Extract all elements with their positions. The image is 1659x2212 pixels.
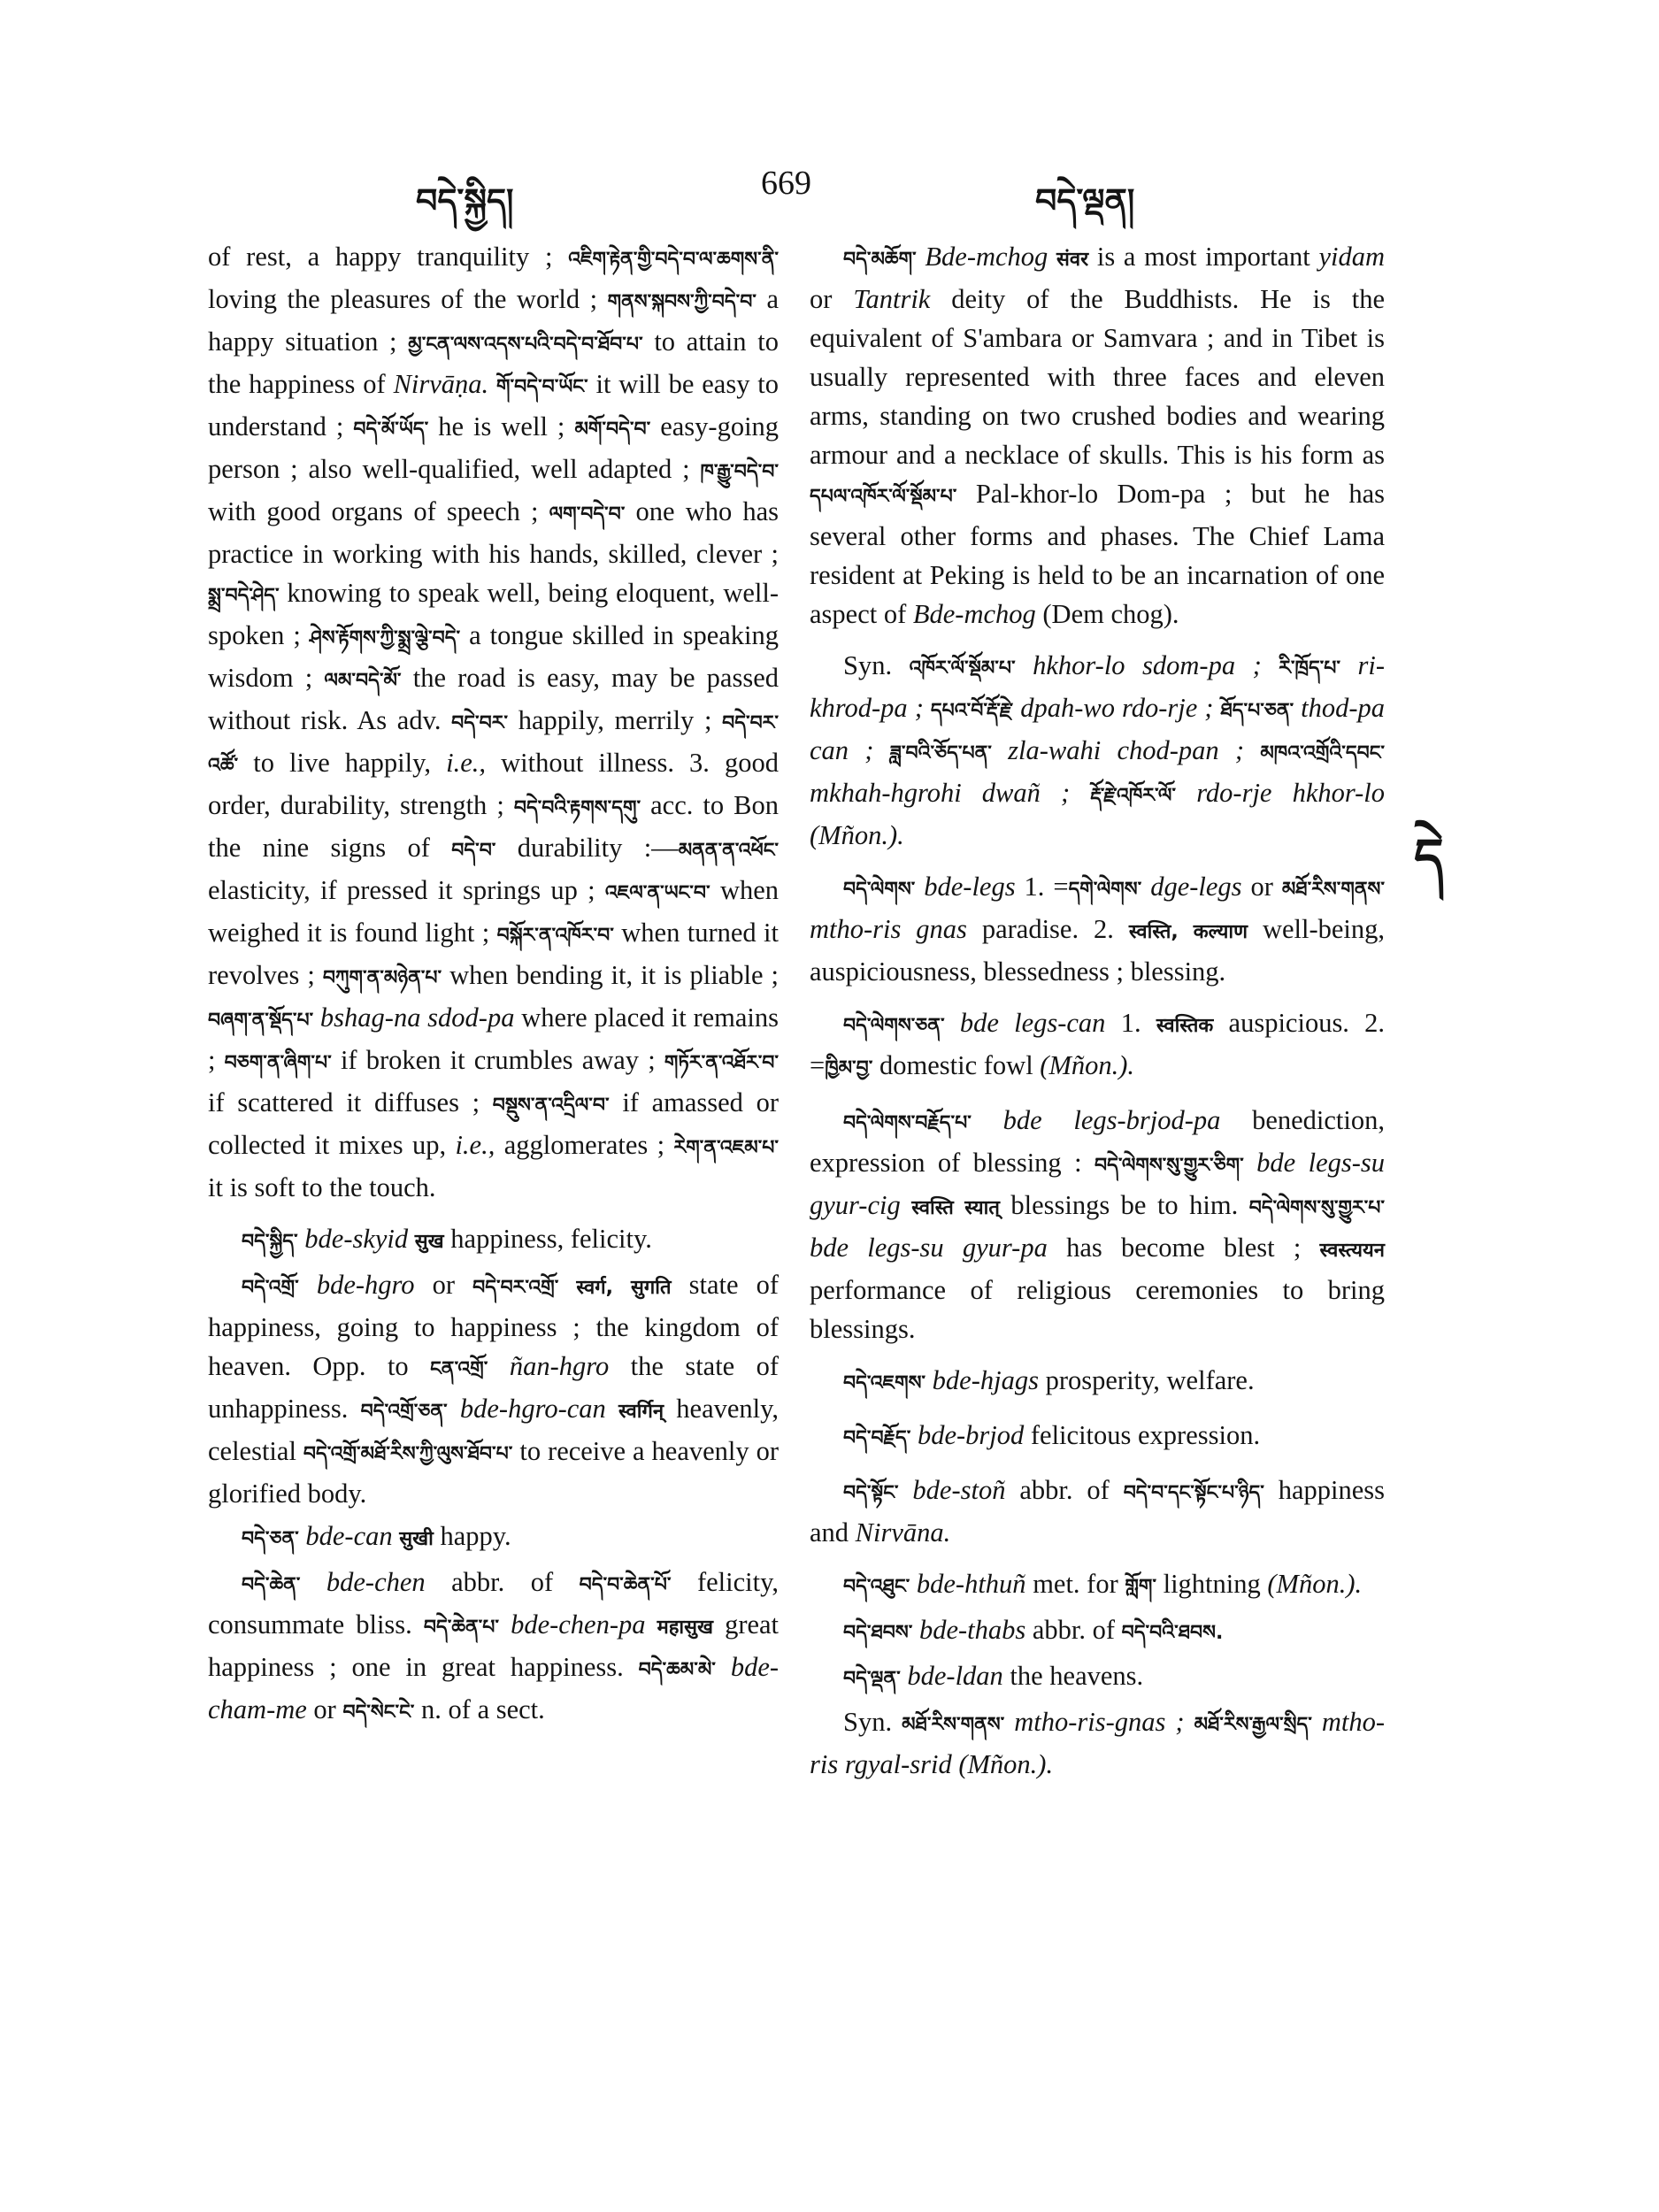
header-right-guide-word: བདེ་ལྡན། xyxy=(1035,180,1135,220)
entry-bde-skyid: བདེ་སྐྱིད་ bde-skyid सुख happiness, felicity. xyxy=(242,1224,652,1254)
entry-bde-ston: བདེ་སྟོང་ bde-stoñ abbr. of བདེ་བ་དང་སྟོང་པ་ཉིད་ happiness and Nirvāna. xyxy=(810,1475,1386,1548)
left-column xyxy=(208,237,779,1736)
entry-bde-legs-can: བདེ་ལེགས་ཅན་ bde legs-can 1. स्वस्तिक auspicious. 2. =ཁྱིམ་བྱ་ domestic fowl (Mñon.). xyxy=(810,1008,1386,1080)
entry-bde-brjod: བདེ་བརྗོད་ bde-brjod felicitous expression. xyxy=(843,1420,1261,1450)
entry-bde-hgro: བདེ་འགྲོ་ bde-hgro or བདེ་བར་འགྲོ་ स्वर्ग, सुगति state of happiness, going to happiness ; the kingdom of heaven. Opp. to ངན་འགྲོ་ ñan-hgro the state of unhappiness. བདེ་འགྲོ་ཅན་ bde-hgro-can स्वर्गिन् heavenly, celestial བདེ་འགྲོ་མཐོ་རིས་ཀྱི་ལུས་ཐོབ་པ་ to receive a heavenly or glorified body. xyxy=(208,1270,780,1509)
entry-bde-ldan-synonyms: Syn. མཐོ་རིས་གནས་ mtho-ris-gnas ; མཐོ་རིས་རྒྱལ་སྲིད་ mtho-ris rgyal-srid (Mñon.). xyxy=(810,1707,1386,1779)
entry-bde-continued: of rest, a happy tranquility ; འཇིག་རྟེན་གྱི་བདེ་བ་ལ་ཆགས་ནི་ loving the pleasures of the world ; གནས་སྐབས་ཀྱི་བདེ་བ་ a happy situation ; མྱ་ངན་ལས་འདས་པའི་བདེ་བ་ཐོབ་པ་ to attain to the happiness of Nirvāṇa. གོ་བདེ་བ་ཡོང་ it will be easy to understand ; བདེ་མོ་ཡོད་ he is well ; མགོ་བདེ་བ་ easy-going person ; also well-qualified, well adapted ; ཁ་རྒྱུ་བདེ་བ་ with good organs of speech ; ལག་བདེ་བ་ one who has practice in working with his hands, skilled, clever ; སྨྲ་བདེ་ཤེད་ knowing to speak well, being eloquent, well-spoken ; ཤེས་རྟོགས་ཀྱི་སྨྲ་ལྕེ་བདེ་ a tongue skilled in speaking wisdom ; ལམ་བདེ་མོ་ the road is easy, may be passed without risk. As adv. བདེ་བར་ happily, merrily ; བདེ་བར་འཚོ་ to live happily, i.e., without illness. 3. good order, durability, strength ; བདེ་བའི་རྟགས་དགུ་ acc. to Bon the nine signs of བདེ་བ་ durability :—མནན་ན་འཕོང་ elasticity, if pressed it springs up ; འཇལ་ན་ཡང་བ་ when weighed it is found light ; བསྐོར་ན་འཁོར་བ་ when turned it revolves ; བཀུག་ན་མཉེན་པ་ when bending it, it is pliable ; བཞག་ན་སྡོད་པ་ bshag-na sdod-pa where placed it remains ; བཅག་ན་ཞིག་པ་ if broken it crumbles away ; གཏོར་ན་འཐོར་བ་ if scattered it diffuses ; བསྡུས་ན་འདྲིལ་བ་ if amassed or collected it mixes up, i.e., agglomerates ; རེག་ན་འཇམ་པ་ it is soft to the touch. xyxy=(208,242,780,1202)
entry-bde-mchog-synonyms: Syn. འཁོར་ལོ་སྡོམ་པ་ hkhor-lo sdom-pa ; རི་ཁྲོད་པ་ ri-khrod-pa ; དཔའ་བོ་རྡོ་རྗེ་ dpah-wo rdo-rje ; ཐོད་པ་ཅན་ thod-pa can ; ཟླ་བའི་ཅོད་པན་ zla-wahi chod-pan ; མཁའ་འགྲོའི་དབང་ mkhah-hgrohi dwañ ; རྡོ་རྗེ་འཁོར་ལོ་ rdo-rje hkhor-lo (Mñon.). xyxy=(810,650,1386,850)
right-column xyxy=(810,237,1385,1796)
entry-bde-hthun: བདེ་འཐུང་ bde-hthuñ met. for གློག་ lightning (Mñon.). xyxy=(843,1569,1363,1599)
page-header xyxy=(0,164,1659,220)
entry-bde-hjags: བདེ་འཇགས་ bde-hjags prosperity, welfare. xyxy=(843,1365,1255,1395)
entry-bde-mchog: བདེ་མཆོག་ Bde-mchog संवर is a most important yidam or Tantrik deity of the Buddhists. He is the equivalent of S'ambara or Samvara ; and in Tibet is usually represented with three faces and eleven arms, standing on two crushed bodies and wearing armour and a necklace of skulls. This is his form as དཔལ་འཁོར་ལོ་སྡོམ་པ་ Pal-khor-lo Dom-pa ; but he has several other forms and phases. The Chief Lama resident at Peking is held to be an incarnation of one aspect of Bde-mchog (Dem chog). xyxy=(810,242,1386,629)
page-number: 669 xyxy=(761,165,811,202)
entry-bde-chen: བདེ་ཆེན་ bde-chen abbr. of བདེ་བ་ཆེན་པོ་ felicity, consummate bliss. བདེ་ཆེན་པ་ bde-chen-pa महासुख great happiness ; one in great happiness. བདེ་ཆམ་མེ་ bde-cham-me or བདེ་སེང་ངེ་ n. of a sect. xyxy=(208,1567,780,1724)
entry-bde-ldan: བདེ་ལྡན་ bde-ldan the heavens. xyxy=(843,1661,1144,1691)
margin-thumb-index: དེ xyxy=(1414,827,1444,887)
entry-bde-legs-brjod-pa: བདེ་ལེགས་བརྗོད་པ་ bde legs-brjod-pa benediction, expression of blessing : བདེ་ལེགས་སུ་གྱུར་ཅིག་ bde legs-su gyur-cig स्वस्ति स्यात् blessings be to him. བདེ་ལེགས་སུ་གྱུར་པ་ bde legs-su gyur-pa has become blest ; स्वस्त्ययन performance of religious ceremonies to bring blessings. xyxy=(810,1105,1386,1344)
entry-bde-legs: བདེ་ལེགས་ bde-legs 1. =དགེ་ལེགས་ dge-legs or མཐོ་རིས་གནས་ mtho-ris gnas paradise. 2. स्वस्ति, कल्याण well-being, auspiciousness, blessedness ; blessing. xyxy=(810,872,1386,987)
entry-bde-thabs: བདེ་ཐབས་ bde-thabs abbr. of བདེ་བའི་ཐབས. xyxy=(843,1615,1224,1645)
entry-bde-can: བདེ་ཅན་ bde-can सुखी happy. xyxy=(242,1521,511,1551)
header-left-guide-word: བདེ་སྐྱིད། xyxy=(416,180,514,220)
